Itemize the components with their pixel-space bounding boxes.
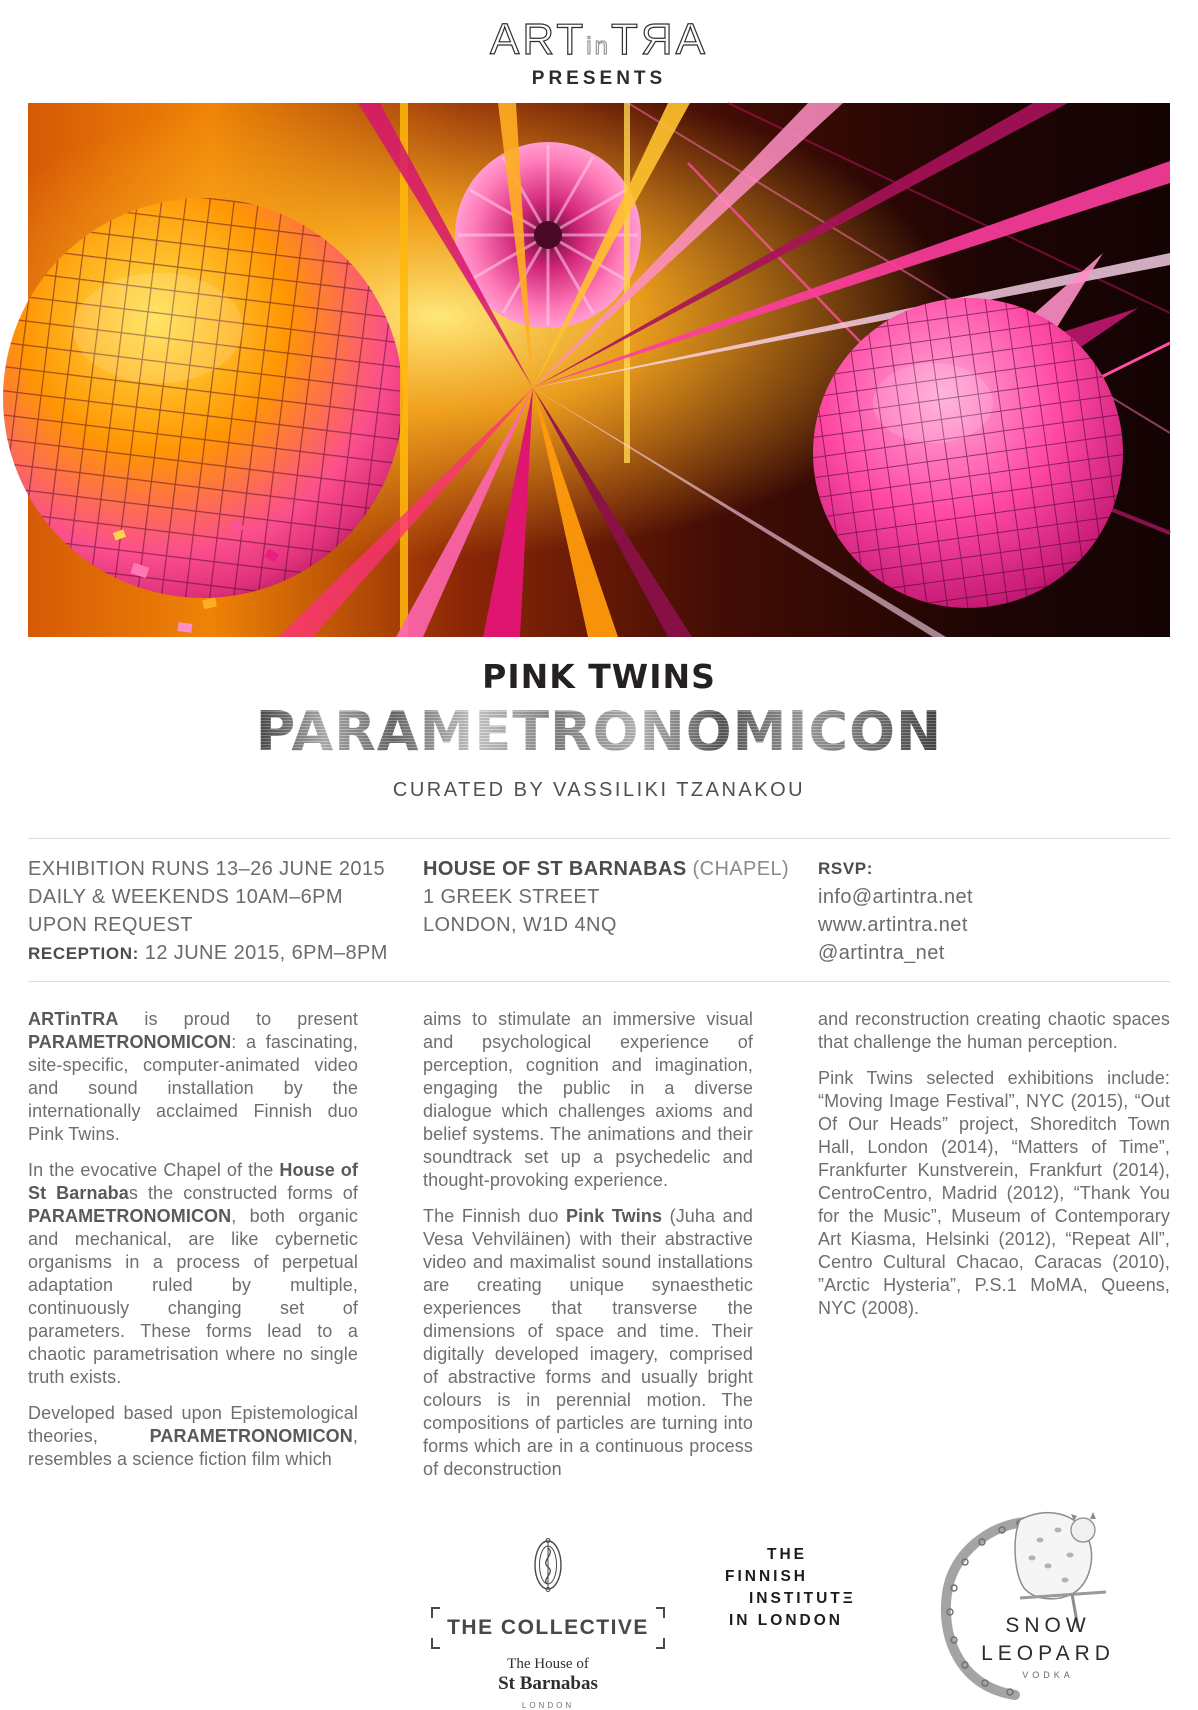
- info-strip: [28, 855, 1170, 968]
- finnish-institute-line-1: THE: [767, 1546, 807, 1563]
- hero-artwork-svg: [28, 103, 1170, 637]
- article: [28, 1008, 1170, 1494]
- artintra-logo-text: ARTinTЯA: [490, 15, 708, 64]
- rsvp-website[interactable]: www.artintra.net: [818, 914, 968, 936]
- rsvp-label: RSVP:: [818, 859, 873, 878]
- finnish-institute-line-4: IN LONDON: [729, 1612, 843, 1629]
- venue-address-1: 1 GREEK STREET: [423, 886, 600, 908]
- schedule-line-3: UPON REQUEST: [28, 914, 193, 936]
- body-paragraph: In the evocative Chapel of the House of St Barnabas the constructed forms of PARAMETRONOMICON, both organic and mechanical, are like cybernetic organisms in a process of perpetual adaptation ruled by multiple, continuously changing set of parameters. These forms lead to a chaotic parametrisation where no single truth exists.: [28, 1160, 358, 1387]
- snow-leopard-line-2: LEOPARD: [981, 1642, 1115, 1665]
- venue-name: HOUSE OF ST BARNABAS: [423, 858, 687, 880]
- finnish-institute-line-2: FINNISH: [725, 1568, 808, 1585]
- body-paragraph: Pink Twins selected exhibitions include: “Moving Image Festival”, NYC (2015), “Out Of Our Heads” project, Shoreditch Town Hall, London (2014), “Matters of Time”, Frankfurter Kunstverein, Frankfurt (2014), CentroCentro, Madrid (2012), “Thank You for the Music”, Museum of Contemporary Art Kiasma, Helsinki (2012), “Repeat All”, Centro Cultural Chacao, Caracas (2010), ”Arctic Hysteria”, P.S.1 MoMA, Queens, NYC (2008).: [818, 1068, 1170, 1318]
- hero-artwork: [28, 103, 1170, 637]
- title-block: [0, 657, 1198, 802]
- leopard-spots: [947, 1520, 1023, 1695]
- collective-sub-2: St Barnabas: [498, 1673, 598, 1694]
- collective-wordmark: [431, 1607, 665, 1649]
- article-column-1: [28, 1008, 358, 1494]
- artintra-logo: [434, 14, 764, 64]
- snow-leopard-illustration: [920, 1500, 1115, 1705]
- body-paragraph: The Finnish duo Pink Twins (Juha and Vesa Vehviläinen) with their abstractive video and maximalist sound installations are creating unique synaesthetic experiences that transverse the dimensions of space and time. Their digitally developed imagery, comprised of abstractive forms and usually bright colours is in perennial motion. The compositions of particles are turning into forms which are in a continuous process of deconstruction: [423, 1206, 753, 1479]
- body-paragraph: aims to stimulate an immersive visual and psychological experience of perception, cognition and imagination, engaging the public in a diverse dialogue which challenges axioms and belief systems. The animations and their soundtrack set up a psychedelic and thought-provoking experience.: [423, 1009, 753, 1190]
- schedule-line-2: DAILY & WEEKENDS 10AM–6PM: [28, 886, 343, 908]
- bracket-corner-icon: [656, 1638, 665, 1649]
- bracket-corner-icon: [656, 1607, 665, 1618]
- rsvp-social[interactable]: @artintra_net: [818, 942, 945, 964]
- article-column-2: [423, 1008, 753, 1494]
- bracket-corner-icon: [431, 1638, 440, 1649]
- collective-sub-1: The House of: [507, 1656, 589, 1672]
- artist-name: PINK TWINS: [482, 657, 716, 696]
- hero-left-disco-ball: [3, 198, 403, 598]
- finnish-institute-logo: [725, 1544, 875, 1632]
- sponsor-logos: [0, 1500, 1198, 1710]
- collective-sub-3: LONDON: [521, 1701, 575, 1710]
- article-column-3: [818, 1008, 1170, 1494]
- rsvp-block: [818, 855, 1170, 968]
- rsvp-email[interactable]: info@artintra.net: [818, 886, 973, 908]
- collective-title: THE COLLECTIVE: [447, 1616, 649, 1639]
- divider-top: [28, 838, 1170, 839]
- body-paragraph: Developed based upon Epistemological theories, PARAMETRONOMICON, resembles a science fiction film which: [28, 1403, 358, 1469]
- curator-line: CURATED BY VASSILIKI TZANAKOU: [392, 779, 806, 801]
- finnish-institute-line-3: INSTITUTΞ: [749, 1590, 856, 1607]
- reception-value: 12 JUNE 2015, 6PM–8PM: [138, 942, 388, 964]
- exhibition-title: PARAMETRONOMICON: [255, 700, 943, 763]
- snow-leopard-logo: [920, 1500, 1115, 1710]
- snow-leopard-line-3: VODKA: [1022, 1670, 1074, 1680]
- body-paragraph: ARTinTRA is proud to present PARAMETRONOMICON: a fascinating, site-specific, computer-animated video and sound installation by the internationally acclaimed Finnish duo Pink Twins.: [28, 1009, 358, 1144]
- collective-monogram-icon: [528, 1534, 568, 1596]
- venue-name-line: [423, 855, 818, 883]
- reception-line: [28, 939, 423, 968]
- body-paragraph: and reconstruction creating chaotic spaces that challenge the human perception.: [818, 1009, 1170, 1052]
- schedule-line-1: EXHIBITION RUNS 13–26 JUNE 2015: [28, 858, 385, 880]
- divider-bottom: [28, 981, 1170, 982]
- the-collective-logo: [428, 1534, 668, 1710]
- bracket-corner-icon: [431, 1607, 440, 1618]
- presents-label: PRESENTS: [531, 68, 667, 89]
- venue-address-2: LONDON, W1D 4NQ: [423, 914, 617, 936]
- schedule-block: [28, 855, 423, 968]
- venue-note: (CHAPEL): [686, 858, 790, 880]
- reception-label: RECEPTION:: [28, 944, 139, 963]
- masthead: [0, 0, 1198, 90]
- snow-leopard-line-1: SNOW: [1005, 1614, 1091, 1637]
- venue-block: [423, 855, 818, 968]
